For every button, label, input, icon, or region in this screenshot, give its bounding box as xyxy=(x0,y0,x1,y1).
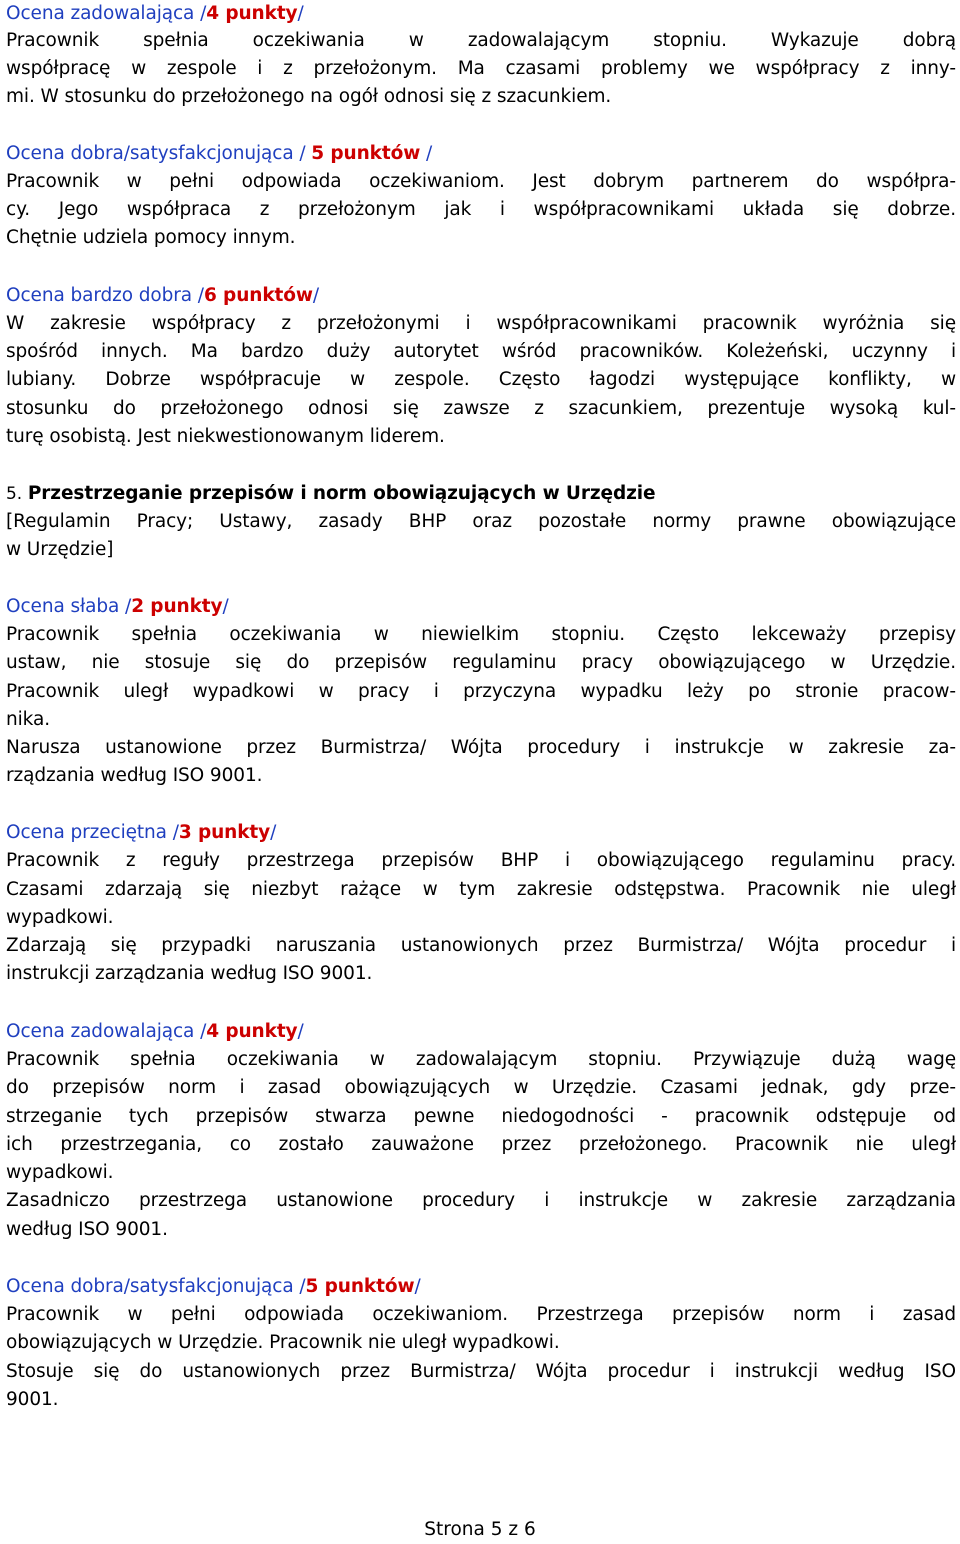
paragraph-line: rządzania według ISO 9001. xyxy=(6,765,263,786)
rating-heading-slash: / xyxy=(270,822,277,843)
paragraph-line: wypadkowi. xyxy=(6,907,114,928)
rating-points: 2 punkty xyxy=(131,596,223,617)
paragraph-line: Zdarzają się przypadki naruszania ustanowionych przez Burmistrza/ Wójta procedur i xyxy=(6,935,956,956)
paragraph-line: lubiany. Dobrze współpracuje w zespole. Często łagodzi występujące konflikty, w xyxy=(6,369,956,390)
rating-heading xyxy=(6,593,956,621)
paragraph-line: 9001. xyxy=(6,1389,59,1410)
page-number-footer: Strona 5 z 6 xyxy=(424,1519,536,1540)
rating-heading xyxy=(6,0,956,28)
paragraph-line: według ISO 9001. xyxy=(6,1219,168,1240)
paragraph-line: obowiązujących w Urzędzie. Pracownik nie uległ wypadkowi. xyxy=(6,1332,560,1353)
rating-heading xyxy=(6,1273,956,1301)
paragraph-line: mi. W stosunku do przełożonego na ogół odnosi się z szacunkiem. xyxy=(6,86,612,107)
paragraph-line: spośród innych. Ma bardzo duży autorytet wśród pracowników. Koleżeński, uczynny i xyxy=(6,341,956,362)
rating-points: 5 punktów xyxy=(305,1276,415,1297)
rating-heading-slash: / xyxy=(297,1021,304,1042)
rating-heading-slash: / xyxy=(414,1276,421,1297)
paragraph-line: w Urzędzie] xyxy=(6,539,114,560)
paragraph-line: wypadkowi. xyxy=(6,1162,114,1183)
rating-heading-label: Ocena słaba / xyxy=(6,596,132,617)
rating-heading-slash: / xyxy=(312,285,320,306)
paragraph-line: ich przestrzegania, co zostało zauważone przez przełożonego. Pracownik nie uległ xyxy=(6,1134,956,1155)
rating-heading xyxy=(6,140,956,168)
paragraph-line: współpracę w zespole i z przełożonym. Ma czasami problemy we współpracy z inny- xyxy=(6,58,956,79)
rating-heading-slash: / xyxy=(222,596,229,617)
section-title-text: Przestrzeganie przepisów i norm obowiązujących w Urzędzie xyxy=(27,483,656,504)
paragraph-line: Pracownik w pełni odpowiada oczekiwaniom. Przestrzega przepisów norm i zasad xyxy=(6,1304,956,1325)
paragraph-line: instrukcji zarządzania według ISO 9001. xyxy=(6,963,373,984)
rating-heading xyxy=(6,282,956,310)
paragraph-line: Pracownik z reguły przestrzega przepisów BHP i obowiązującego regulaminu pracy. xyxy=(6,850,956,871)
rating-heading-label: Ocena bardzo dobra / xyxy=(6,285,204,306)
paragraph-line: Chętnie udziela pomocy innym. xyxy=(6,227,296,248)
paragraph-line: ustaw, nie stosuje się do przepisów regulaminu pracy obowiązującego w Urzędzie. xyxy=(6,652,956,673)
rating-heading-label: Ocena przeciętna / xyxy=(6,822,179,843)
section-title xyxy=(6,480,956,508)
paragraph-line: Narusza ustanowione przez Burmistrza/ Wójta procedury i instrukcje w zakresie za- xyxy=(6,737,956,758)
paragraph-line: Pracownik uległ wypadkowi w pracy i przyczyna wypadku leży po stronie pracow- xyxy=(6,681,956,702)
rating-heading xyxy=(6,1018,956,1046)
paragraph-line: Stosuje się do ustanowionych przez Burmistrza/ Wójta procedur i instrukcji według ISO xyxy=(6,1361,956,1382)
rating-points: 3 punkty xyxy=(178,822,271,843)
rating-heading-slash: / xyxy=(420,143,433,164)
paragraph-line: do przepisów norm i zasad obowiązujących w Urzędzie. Czasami jednak, gdy prze- xyxy=(6,1077,956,1098)
paragraph-line: strzeganie tych przepisów stwarza pewne niedogodności - pracownik odstępuje od xyxy=(6,1106,956,1127)
paragraph-line: cy. Jego współpraca z przełożonym jak i współpracownikami układa się dobrze. xyxy=(6,199,956,220)
paragraph-line: stosunku do przełożonego odnosi się zawsze z szacunkiem, prezentuje wysoką kul- xyxy=(6,398,956,419)
paragraph-line: Pracownik w pełni odpowiada oczekiwaniom. Jest dobrym partnerem do współpra- xyxy=(6,171,956,192)
rating-heading-label: Ocena dobra/satysfakcjonująca / xyxy=(6,1276,306,1297)
paragraph-line: turę osobistą. Jest niekwestionowanym liderem. xyxy=(6,426,445,447)
paragraph-line: [Regulamin Pracy; Ustawy, zasady BHP oraz pozostałe normy prawne obowiązujące xyxy=(6,511,956,532)
paragraph-line: Pracownik spełnia oczekiwania w niewielkim stopniu. Często lekceważy przepisy xyxy=(6,624,956,645)
rating-points: 4 punkty xyxy=(206,3,298,24)
section-number: 5. xyxy=(6,484,23,504)
rating-heading xyxy=(6,819,956,847)
rating-heading-label: Ocena zadowalająca / xyxy=(6,3,207,24)
paragraph-line: W zakresie współpracy z przełożonymi i współpracownikami pracownik wyróżnia się xyxy=(6,313,956,334)
paragraph-line: Pracownik spełnia oczekiwania w zadowalającym stopniu. Przywiązuje dużą wagę xyxy=(6,1049,956,1070)
paragraph-line: Zasadniczo przestrzega ustanowione procedury i instrukcje w zakresie zarządzania xyxy=(6,1190,956,1211)
rating-points: 6 punktów xyxy=(203,285,313,306)
rating-heading-label: Ocena dobra/satysfakcjonująca / xyxy=(6,143,312,164)
paragraph-line: Czasami zdarzają się niezbyt rażące w tym zakresie odstępstwa. Pracownik nie uległ xyxy=(6,879,956,900)
rating-points: 4 punkty xyxy=(206,1021,298,1042)
paragraph-line: nika. xyxy=(6,709,50,730)
rating-heading-label: Ocena zadowalająca / xyxy=(6,1021,207,1042)
paragraph-line: Pracownik spełnia oczekiwania w zadowalającym stopniu. Wykazuje dobrą xyxy=(6,30,956,51)
rating-heading-slash: / xyxy=(297,3,304,24)
rating-points: 5 punktów xyxy=(311,143,421,164)
